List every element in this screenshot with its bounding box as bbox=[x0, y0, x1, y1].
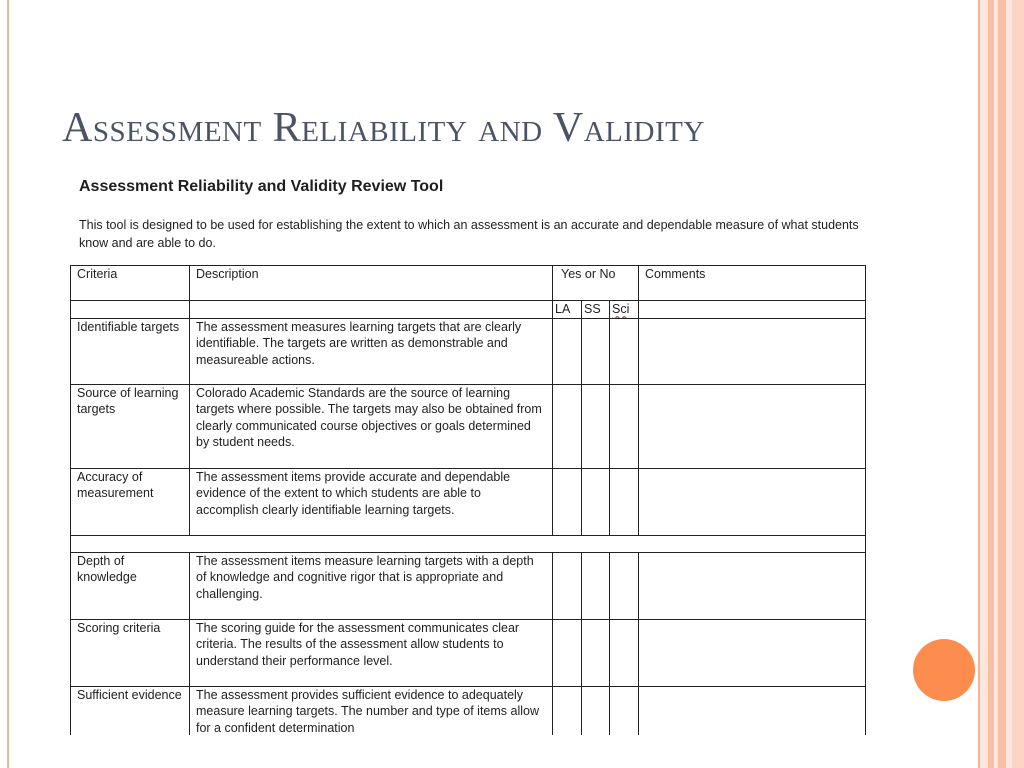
row-sci-cell bbox=[610, 468, 639, 535]
table-row bbox=[71, 318, 866, 384]
header-criteria: Criteria bbox=[71, 266, 190, 301]
row-ss-cell bbox=[582, 318, 610, 384]
review-tool-document bbox=[70, 0, 870, 768]
row-criteria: Scoring criteria bbox=[71, 619, 190, 686]
row-criteria: Depth of knowledge bbox=[71, 552, 190, 619]
row-criteria: Sufficient evidence bbox=[71, 686, 190, 735]
row-sci-cell bbox=[610, 552, 639, 619]
row-comments-cell bbox=[639, 552, 866, 619]
table-header-row bbox=[71, 266, 866, 301]
left-border-line bbox=[7, 0, 9, 768]
document-title: Assessment Reliability and Validity Review Tool bbox=[79, 178, 444, 195]
slide-title: Assessment Reliability and Validity bbox=[62, 105, 705, 151]
header-description: Description bbox=[190, 266, 553, 301]
row-la-cell bbox=[553, 468, 582, 535]
row-comments-cell bbox=[639, 468, 866, 535]
review-table-container bbox=[70, 265, 866, 735]
row-la-cell bbox=[553, 384, 582, 468]
table-row bbox=[71, 552, 866, 619]
table-row bbox=[71, 686, 866, 735]
row-comments-cell bbox=[639, 619, 866, 686]
row-ss-cell bbox=[582, 384, 610, 468]
row-description: The assessment provides sufficient evidence to adequately measure learning targets. The number and type of items allow for a confident determination bbox=[190, 686, 553, 735]
row-sci-cell bbox=[610, 686, 639, 735]
row-la-cell bbox=[553, 619, 582, 686]
row-description: The assessment measures learning targets that are clearly identifiable. The targets are written as demonstrable and measureable actions. bbox=[190, 318, 553, 384]
row-ss-cell bbox=[582, 619, 610, 686]
review-table bbox=[70, 265, 866, 735]
row-sci-cell bbox=[610, 318, 639, 384]
row-comments-cell bbox=[639, 318, 866, 384]
subheader-ss: SS bbox=[582, 301, 610, 319]
row-description: Colorado Academic Standards are the source of learning targets where possible. The targets may also be obtained from clearly communicated course objectives or goals determined by student needs. bbox=[190, 384, 553, 468]
subheader-la: LA bbox=[553, 301, 582, 319]
table-row bbox=[71, 468, 866, 535]
row-description: The assessment items measure learning targets with a depth of knowledge and cognitive rigor that is appropriate and challenging. bbox=[190, 552, 553, 619]
subheader-criteria-blank bbox=[71, 301, 190, 319]
header-comments: Comments bbox=[639, 266, 866, 301]
row-ss-cell bbox=[582, 686, 610, 735]
row-ss-cell bbox=[582, 468, 610, 535]
row-la-cell bbox=[553, 552, 582, 619]
row-criteria: Accuracy of measurement bbox=[71, 468, 190, 535]
row-sci-cell bbox=[610, 619, 639, 686]
row-comments-cell bbox=[639, 384, 866, 468]
subheader-comments-blank bbox=[639, 301, 866, 319]
header-yes-or-no: Yes or No bbox=[553, 266, 639, 301]
subheader-sci bbox=[610, 301, 639, 319]
row-criteria: Identifiable targets bbox=[71, 318, 190, 384]
subheader-description-blank bbox=[190, 301, 553, 319]
decorative-orange-circle bbox=[913, 639, 975, 701]
spacer-cell bbox=[71, 535, 866, 552]
table-subheader-row bbox=[71, 301, 866, 319]
table-row bbox=[71, 384, 866, 468]
subheader-sci-label: Sci bbox=[612, 302, 630, 316]
row-la-cell bbox=[553, 686, 582, 735]
table-spacer-row bbox=[71, 535, 866, 552]
row-comments-cell bbox=[639, 686, 866, 735]
row-ss-cell bbox=[582, 552, 610, 619]
row-sci-cell bbox=[610, 384, 639, 468]
row-criteria: Source of learning targets bbox=[71, 384, 190, 468]
decorative-side-stripes bbox=[978, 0, 1024, 768]
row-description: The scoring guide for the assessment communicates clear criteria. The results of the assessment allow students to understand their performance level. bbox=[190, 619, 553, 686]
table-row bbox=[71, 619, 866, 686]
document-intro: This tool is designed to be used for establishing the extent to which an assessment is an accurate and dependable measure of what students know and are able to do. bbox=[79, 218, 859, 250]
row-la-cell bbox=[553, 318, 582, 384]
row-description: The assessment items provide accurate and dependable evidence of the extent to which students are able to accomplish clearly identifiable learning targets. bbox=[190, 468, 553, 535]
